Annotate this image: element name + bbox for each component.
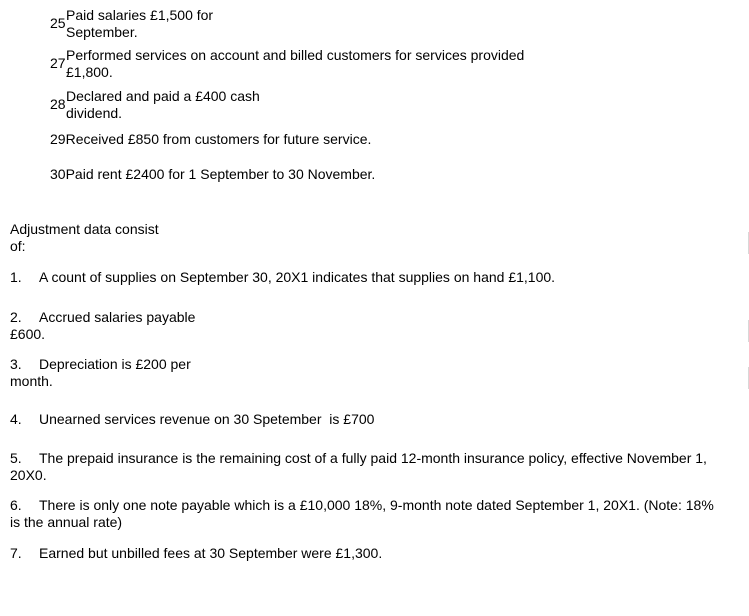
adjustment-number: 2. [10,309,22,325]
adjustment-text-cont: £600. [10,326,46,342]
transaction-day: 27 [50,55,66,71]
adjustment-item-3 [10,356,191,390]
adjustment-item-7 [10,545,382,562]
adjustment-number: 4. [10,411,22,427]
adjustments-heading: Adjustment data consist of: [10,221,159,254]
transaction-text: Paid salaries £1,500 for September. [66,7,214,40]
adjustment-item-5 [10,450,707,484]
transaction-text: Declared and paid a £400 cash dividend. [66,88,260,121]
transaction-day: 30 [50,166,66,182]
adjustment-number: 5. [10,450,22,466]
adjustment-item-1 [10,269,555,286]
adjustment-text: Earned but unbilled fees at 30 September were £1,300. [39,545,383,561]
adjustment-number: 1. [10,269,22,285]
transaction-text: Performed services on account and billed customers for services provided £1,800. [66,47,525,80]
adjustment-text: The prepaid insurance is the remaining cost of a fully paid 12-month insurance policy, effective November 1, [39,450,707,466]
transaction-day: 25 [50,15,66,31]
adjustment-text-cont: 20X0. [10,467,47,483]
adjustment-text-cont: month. [10,373,53,389]
adjustment-text: There is only one note payable which is a £10,000 18%, 9-month note dated September 1, 20X1. (Note: 18% [39,497,714,513]
transaction-30 [50,166,375,183]
adjustment-number: 7. [10,545,22,561]
adjustment-item-4 [10,411,374,428]
adjustment-text: Accrued salaries payable [39,309,196,325]
adjustment-text: Unearned services revenue on 30 Spetember is £700 [39,411,375,427]
transaction-day: 29 [50,131,66,147]
adjustment-text-cont: is the annual rate) [10,514,123,530]
adjustment-text: A count of supplies on September 30, 20X1 indicates that supplies on hand £1,100. [39,269,556,285]
adjustment-number: 3. [10,356,22,372]
transaction-29 [50,131,371,148]
transaction-text: Paid rent £2400 for 1 September to 30 November. [65,166,376,182]
adjustment-item-2 [10,309,195,343]
transaction-day: 28 [50,96,66,112]
adjustment-item-6 [10,497,714,531]
adjustment-text: Depreciation is £200 per [39,356,191,372]
adjustment-number: 6. [10,497,22,513]
transaction-text: Received £850 from customers for future service. [65,131,372,147]
